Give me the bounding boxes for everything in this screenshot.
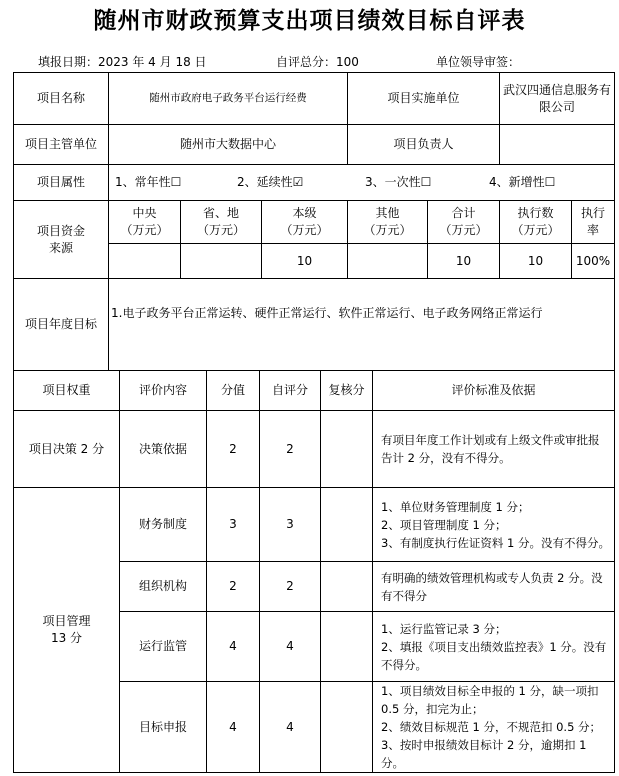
funding-header-l2: （万元） (196, 223, 245, 237)
funding-header-l1: 其他 (375, 206, 400, 220)
goal-declaration-content: 目标申报 (120, 682, 207, 773)
funding-header-l2: （万元） (120, 223, 169, 237)
project-leader-value (500, 125, 615, 165)
funding-value-other (348, 244, 428, 279)
funding-header-central (109, 201, 181, 244)
criteria-line: 有明确的绩效管理机构或专人负责 2 分。没有不得分 (381, 570, 603, 603)
header-score: 分值 (207, 371, 260, 411)
page-title: 随州市财政预算支出项目绩效目标自评表 (93, 8, 526, 34)
funding-header-executed (500, 201, 572, 244)
criteria-line: 3、有制度执行佐证资料 1 分。没有不得分。 (381, 535, 610, 550)
criteria-line: 有项目年度工作计划或有上级文件或审批报告计 2 分，没有不得分。 (381, 433, 600, 465)
header-review-score: 复核分 (321, 371, 373, 411)
project-leader-label: 项目负责人 (348, 125, 500, 165)
attr-option-4: 4、新增性☐ (489, 175, 556, 189)
funding-header-total (428, 201, 500, 244)
supervision-score: 4 (207, 612, 260, 682)
project-name-label: 项目名称 (14, 73, 109, 125)
funding-header-row (14, 201, 615, 244)
finance-review-score (321, 488, 373, 562)
self-score (276, 53, 359, 70)
criteria-line: 2、绩效目标规范 1 分，不规范扣 0.5 分； (381, 720, 602, 734)
funding-label-line2: 来源 (48, 240, 73, 255)
project-name-row (14, 73, 615, 125)
funding-header-l2: 率 (587, 223, 600, 237)
decision-row (14, 411, 615, 488)
supervision-review-score (321, 612, 373, 682)
attribute-options (109, 165, 615, 201)
organization-content: 组织机构 (120, 562, 207, 612)
decision-score: 2 (207, 411, 260, 488)
goal-declaration-score: 4 (207, 682, 260, 773)
decision-content: 决策依据 (120, 411, 207, 488)
fill-date-value: 2023 年 4 月 18 日 (98, 55, 207, 69)
funding-value-rate: 100% (572, 244, 615, 279)
funding-header-l2: （万元） (511, 223, 560, 237)
annual-goal-text: 1.电子政务平台正常运转、硬件正常运行、软件正常运行、电子政务网络正常运行 (109, 279, 615, 371)
funding-value-central (109, 244, 181, 279)
finance-criteria (373, 488, 615, 562)
criteria-line: 2、填报《项目支出绩效监控表》1 分。没有不得分。 (381, 639, 607, 672)
funding-header-l1: 执行数 (517, 206, 554, 220)
criteria-line: 2、项目管理制度 1 分； (381, 517, 507, 532)
goal-declaration-review-score (321, 682, 373, 773)
dept-value: 随州市大数据中心 (109, 125, 348, 165)
decision-group: 项目决策 2 分 (14, 411, 120, 488)
organization-score: 2 (207, 562, 260, 612)
decision-criteria (373, 411, 615, 488)
management-group-line2: 13 分 (50, 631, 83, 645)
annual-goal-label: 项目年度目标 (14, 279, 109, 371)
decision-review-score (321, 411, 373, 488)
criteria-line: 3、按时申报绩效目标计 2 分，逾期扣 1 分。 (381, 738, 587, 770)
goal-declaration-self-score: 4 (260, 682, 321, 773)
finance-score: 3 (207, 488, 260, 562)
funding-header-province (181, 201, 262, 244)
organization-review-score (321, 562, 373, 612)
funding-value-province (181, 244, 262, 279)
impl-unit-label: 项目实施单位 (348, 73, 500, 125)
eval-header-row (14, 371, 615, 411)
funding-label (14, 201, 109, 279)
evaluation-table (13, 72, 615, 371)
fill-date-label: 填报日期： (38, 55, 99, 69)
funding-header-other (348, 201, 428, 244)
criteria-line: 1、运行监管记录 3 分； (381, 621, 507, 636)
self-score-label: 自评总分： (276, 55, 337, 69)
attr-option-3: 3、一次性☐ (365, 175, 432, 189)
funding-value-total: 10 (428, 244, 500, 279)
funding-header-l2: （万元） (280, 223, 329, 237)
supervision-content: 运行监管 (120, 612, 207, 682)
funding-value-local: 10 (262, 244, 348, 279)
funding-header-rate (572, 201, 615, 244)
header-weight: 项目权重 (14, 371, 120, 411)
impl-unit-value: 武汉四通信息服务有限公司 (500, 73, 615, 125)
management-row-finance (14, 488, 615, 562)
funding-header-l2: （万元） (439, 223, 488, 237)
finance-self-score: 3 (260, 488, 321, 562)
fill-date (38, 53, 207, 70)
header-self-score: 自评分 (260, 371, 321, 411)
dept-label: 项目主管单位 (14, 125, 109, 165)
decision-self-score: 2 (260, 411, 321, 488)
funding-value-executed: 10 (500, 244, 572, 279)
funding-header-l1: 合计 (451, 206, 476, 220)
attr-option-1: 1、常年性☐ (115, 175, 182, 189)
header-criteria: 评价标准及依据 (373, 371, 615, 411)
funding-header-l1: 执行 (581, 206, 606, 220)
funding-header-l1: 本级 (292, 206, 317, 220)
organization-self-score: 2 (260, 562, 321, 612)
funding-header-local (262, 201, 348, 244)
attribute-row (14, 165, 615, 201)
self-score-value: 100 (336, 55, 359, 69)
header-content: 评价内容 (120, 371, 207, 411)
funding-header-l1: 中央 (132, 206, 157, 220)
annual-goal-row (14, 279, 615, 371)
funding-label-line1: 项目资金 (36, 223, 85, 238)
project-name-value: 随州市政府电子政务平台运行经费 (109, 73, 348, 125)
criteria-line: 1、项目绩效目标全申报的 1 分，缺一项扣 0.5 分，扣完为止； (381, 684, 599, 716)
attribute-label: 项目属性 (14, 165, 109, 201)
supervision-self-score: 4 (260, 612, 321, 682)
finance-content: 财务制度 (120, 488, 207, 562)
organization-criteria (373, 562, 615, 612)
leader-signature-label: 单位领导审签： (436, 55, 521, 69)
attr-option-2: 2、延续性☑ (237, 175, 304, 189)
goal-declaration-criteria (373, 682, 615, 773)
funding-header-l1: 省、地 (202, 206, 239, 220)
management-group (14, 488, 120, 773)
supervision-criteria (373, 612, 615, 682)
evaluation-criteria-table (13, 370, 615, 773)
dept-row (14, 125, 615, 165)
criteria-line: 1、单位财务管理制度 1 分； (381, 499, 530, 514)
management-group-line1: 项目管理 (42, 614, 91, 628)
funding-header-l2: （万元） (363, 223, 412, 237)
